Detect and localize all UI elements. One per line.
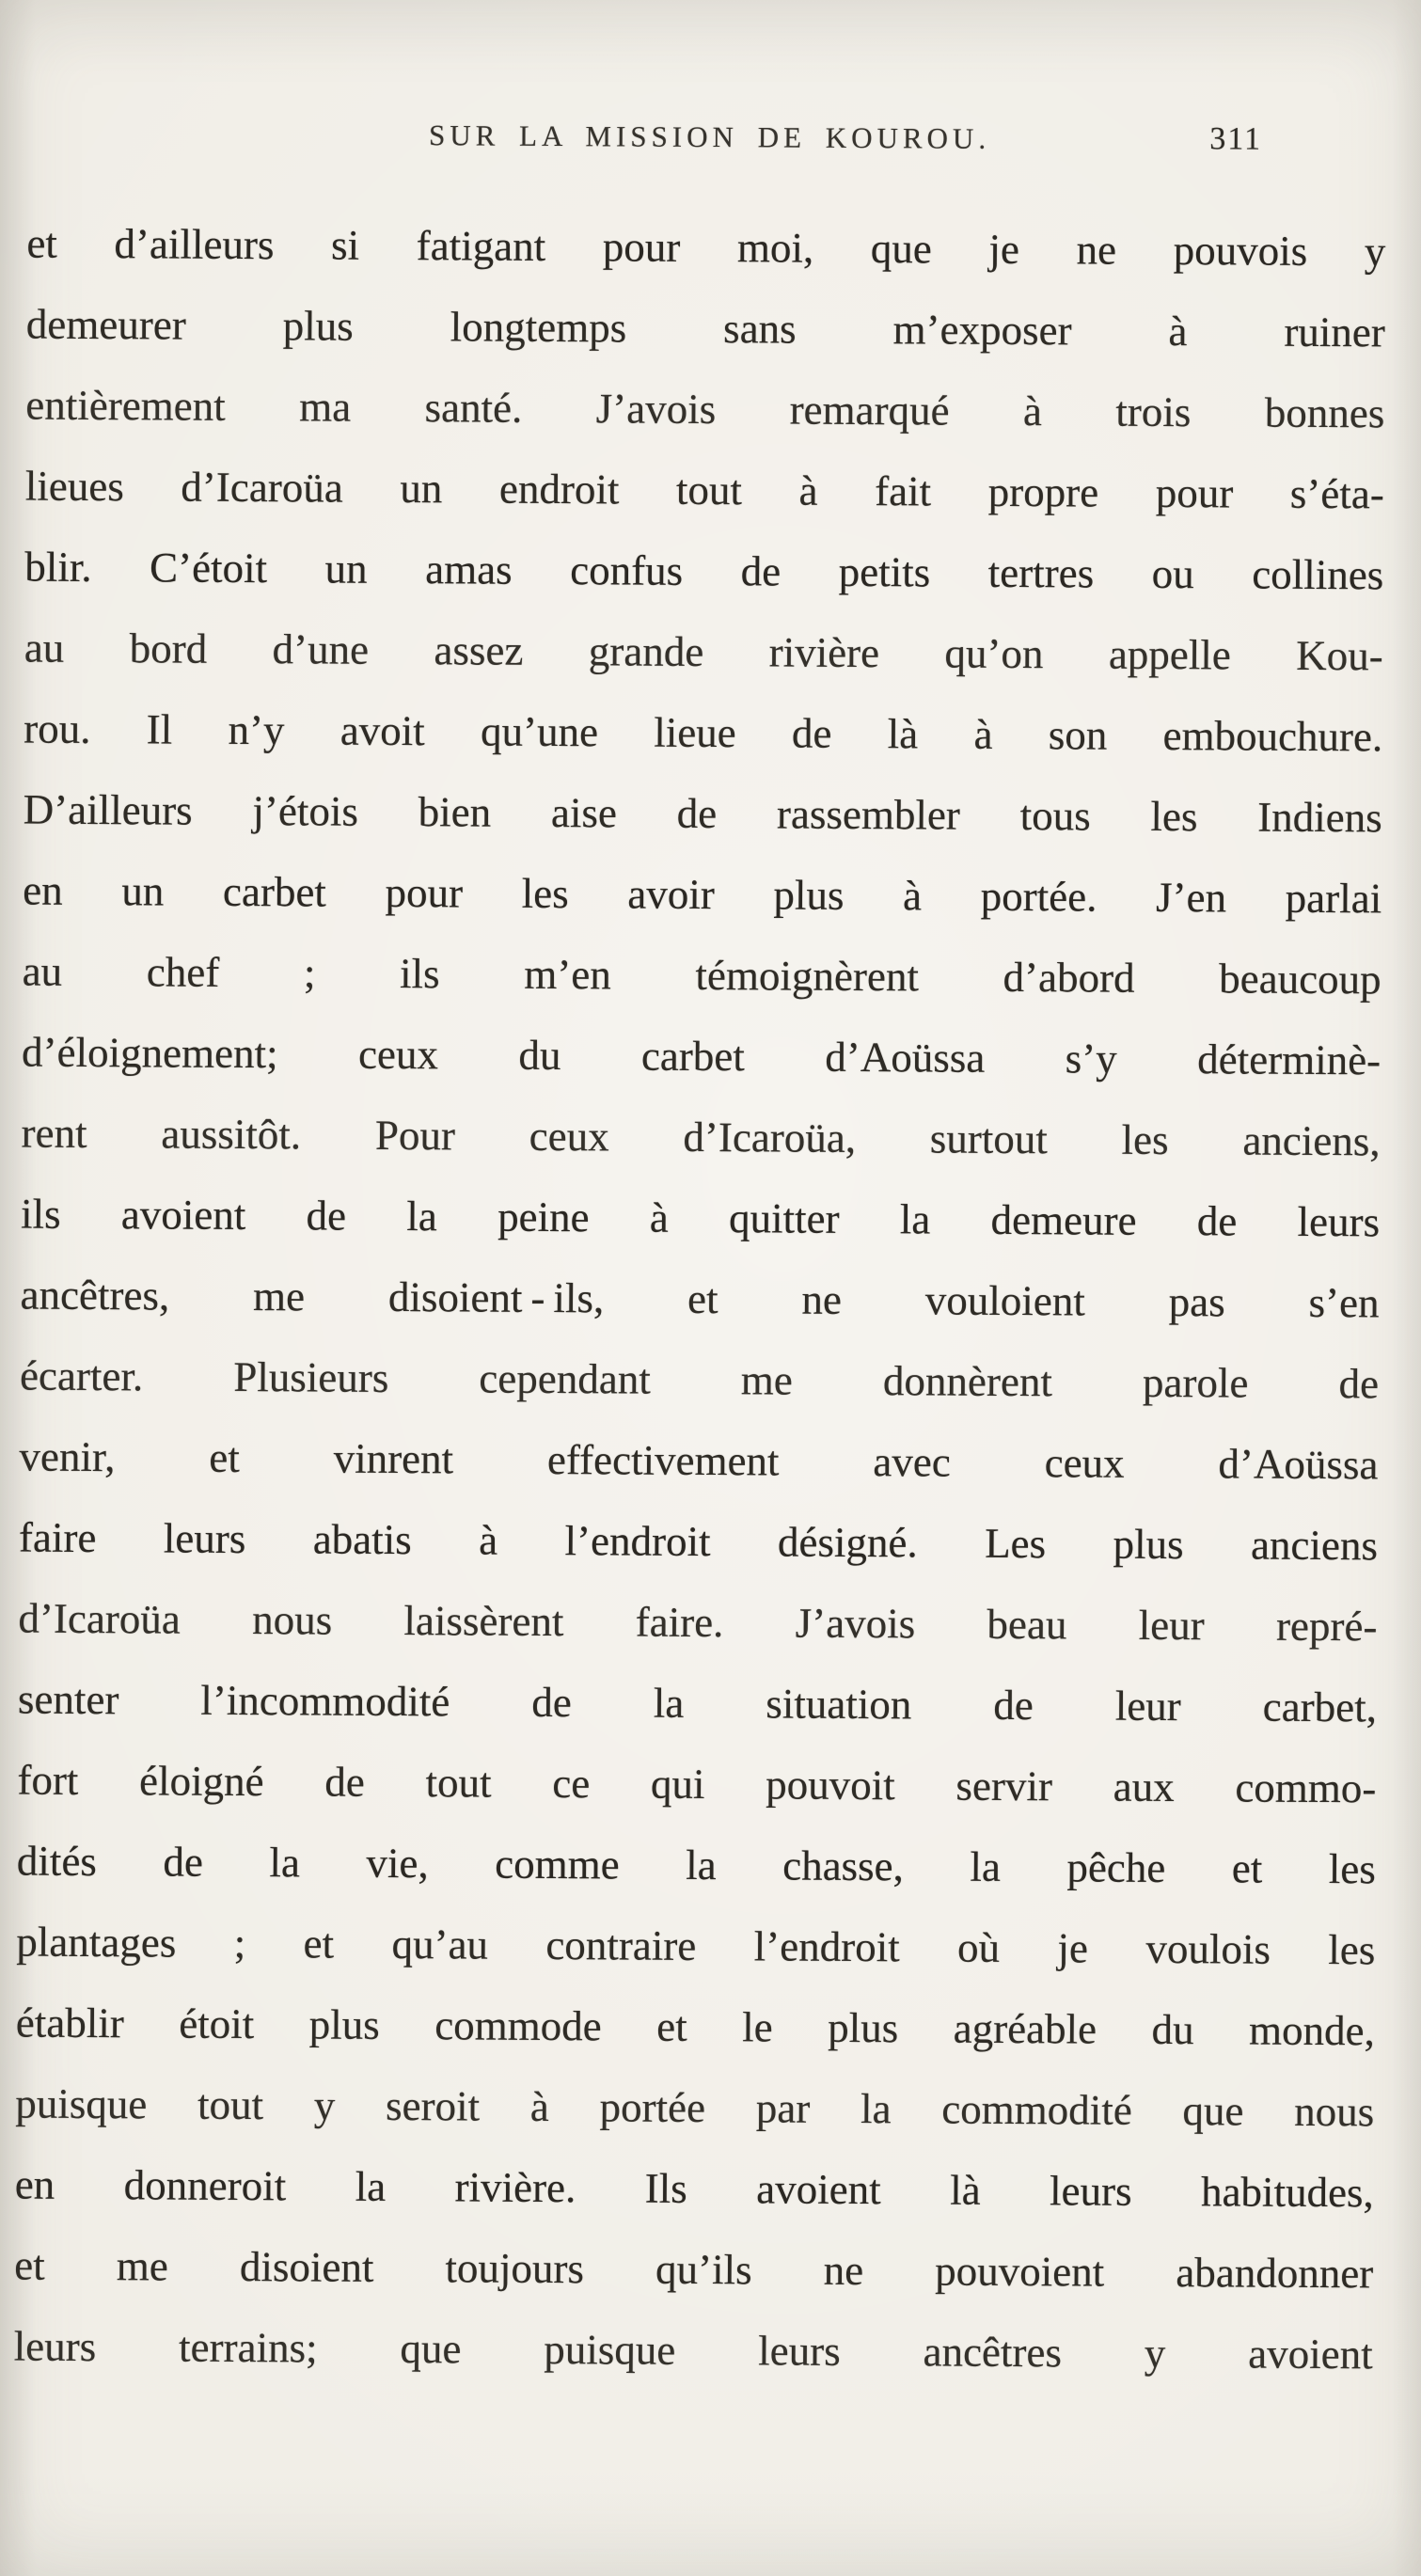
text-line: écarter. Plusieurs cependant me donnèrent parole de xyxy=(19,1351,1380,1408)
text-line: en un carbet pour les avoir plus à portée. J’en parlai xyxy=(23,866,1382,923)
page-number: 311 xyxy=(1209,121,1263,157)
text-line: au chef ; ils m’en témoignèrent d’abord beaucoup xyxy=(22,947,1382,1004)
text-line: établir étoit plus commode et le plus agréable du monde, xyxy=(15,1999,1375,2055)
text-line: faire leurs abatis à l’endroit désigné. Les plus anciens xyxy=(18,1513,1379,1570)
text-line: demeurer plus longtemps sans m’exposer à ruiner xyxy=(25,300,1386,356)
text-line: dités de la vie, comme la chasse, la pêche et les xyxy=(16,1837,1377,1893)
text-line: puisque tout y seroit à portée par la commodité que nous xyxy=(15,2079,1375,2136)
text-line: ils avoient de la peine à quitter la demeure de leurs xyxy=(20,1190,1381,1246)
text-line: D’ailleurs j’étois bien aise de rassembler tous les Indiens xyxy=(23,785,1382,842)
text-line: et me disoient toujours qu’ils ne pouvoient abandonner xyxy=(14,2241,1374,2298)
running-header xyxy=(0,116,1420,171)
text-line: fort éloigné de tout ce qui pouvoit servir aux commo- xyxy=(17,1756,1377,1812)
text-line: plantages ; et qu’au contraire l’endroit où je voulois les xyxy=(16,1918,1376,1974)
text-line: rent aussitôt. Pour ceux d’Icaroüa, surtout les anciens, xyxy=(21,1109,1381,1165)
text-line: blir. C’étoit un amas confus de petits tertres ou collines xyxy=(24,543,1384,599)
text-line: entièrement ma santé. J’avois remarqué à trois bonnes xyxy=(25,381,1385,437)
text-line: rou. Il n’y avoit qu’une lieue de là à son embouchure. xyxy=(24,704,1383,761)
text-line: au bord d’une assez grande rivière qu’on appelle Kou- xyxy=(24,624,1383,680)
text-line: et d’ailleurs si fatigant pour moi, que je ne pouvois y xyxy=(26,219,1386,276)
text-line: lieues d’Icaroüa un endroit tout à fait propre pour s’éta- xyxy=(24,462,1384,518)
text-line: d’éloignement; ceux du carbet d’Aoüssa s’y déterminè- xyxy=(22,1028,1382,1084)
text-line: leurs terrains; que puisque leurs ancêtres y avoient xyxy=(13,2322,1373,2378)
text-line: d’Icaroüa nous laissèrent faire. J’avois beau leur repré- xyxy=(18,1594,1378,1651)
text-line: senter l’incommodité de la situation de leur carbet, xyxy=(17,1675,1378,1731)
running-title: SUR LA MISSION DE KOUROU. xyxy=(428,119,991,155)
text-line: en donneroit la rivière. Ils avoient là leurs habitudes, xyxy=(14,2160,1374,2217)
text-line: ancêtres, me disoient - ils, et ne vouloient pas s’en xyxy=(20,1271,1380,1327)
body-text xyxy=(13,203,1385,2395)
text-line: venir, et vinrent effectivement avec ceux d’Aoüssa xyxy=(19,1432,1379,1489)
